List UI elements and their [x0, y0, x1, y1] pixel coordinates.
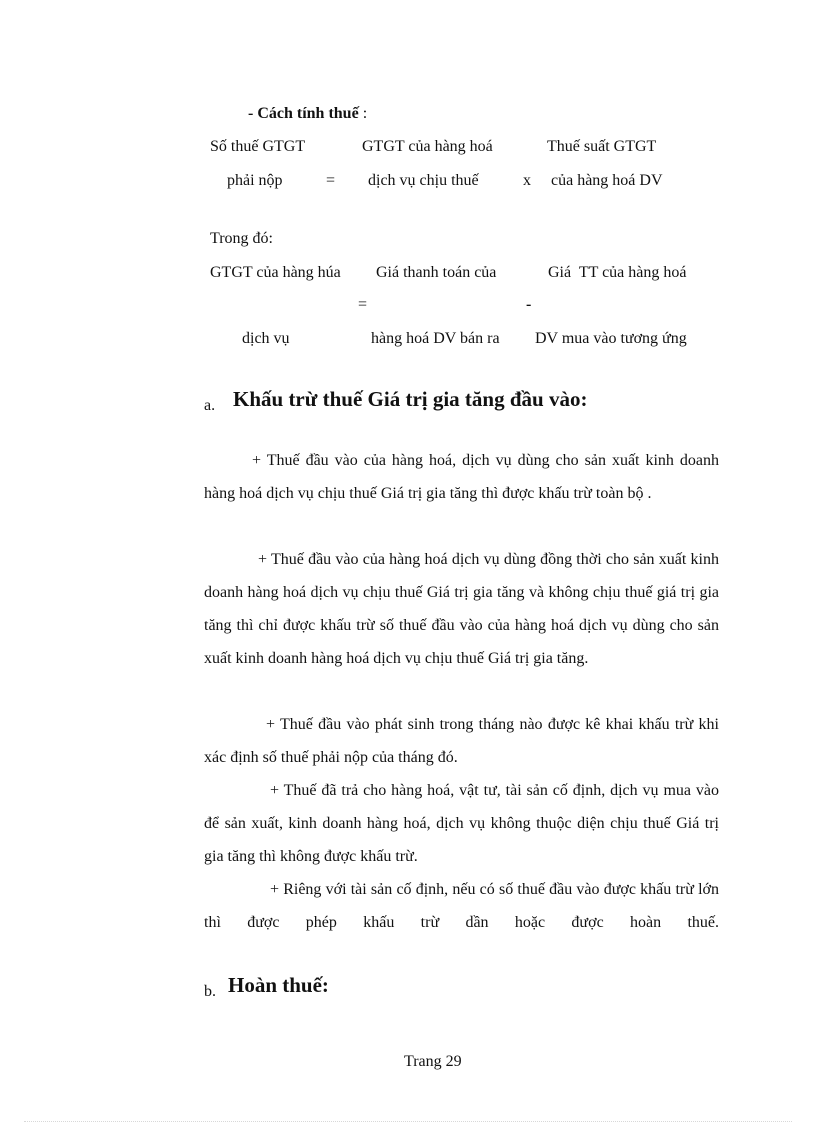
- section-a-letter: a.: [204, 397, 216, 414]
- section-a-paragraph-3: + Thuế đầu vào phát sinh trong tháng nào được kê khai khấu trừ khi xác định số thuế phải nộp của tháng đó.: [204, 716, 719, 766]
- formula1-right-line1: Thuế suất GTGT: [547, 138, 657, 155]
- formula1-mid-line1: GTGT của hàng hoá: [362, 138, 493, 155]
- section-a-paragraph-4: + Thuế đã trả cho hàng hoá, vật tư, tài sản cố định, dịch vụ mua vào để sản xuất, kinh doanh hàng hoá, dịch vụ không thuộc diện chịu thuế Giá trị gia tăng thì không được khấu trừ.: [204, 782, 719, 865]
- formula2-mid-line1: Giá thanh toán của: [376, 264, 497, 281]
- formula2-left-line1: GTGT của hàng húa: [210, 264, 341, 281]
- page-bottom-divider: [24, 1121, 792, 1122]
- formula1-right-line2: của hàng hoá DV: [551, 172, 663, 189]
- formula1-left-line2: phải nộp: [227, 172, 283, 189]
- formula2-right-line1: Giá TT của hàng hoá: [548, 264, 687, 281]
- formula2-minus: -: [526, 296, 532, 313]
- page-number: Trang 29: [404, 1053, 462, 1070]
- section-a-paragraph-5: + Riêng với tài sản cố định, nếu có số thuế đầu vào được khấu trừ lớn thì được phép khấu trừ dần hoặc được hoàn thuế.: [204, 881, 719, 931]
- method-title: - Cách tính thuế: [248, 105, 359, 122]
- formula2-mid-line2: hàng hoá DV bán ra: [371, 330, 500, 347]
- formula2-equals: =: [358, 296, 368, 313]
- formula1-left-line1: Số thuế GTGT: [210, 138, 306, 155]
- formula2-left-line2: dịch vụ: [242, 330, 290, 347]
- section-a-title: Khấu trừ thuế Giá trị gia tăng đầu vào:: [233, 387, 588, 411]
- where-label: Trong đó:: [210, 230, 273, 247]
- formula1-mid-line2: dịch vụ chịu thuế: [368, 172, 479, 189]
- section-a-paragraph-1: + Thuế đầu vào của hàng hoá, dịch vụ dùng cho sản xuất kinh doanh hàng hoá dịch vụ chịu thuế Giá trị gia tăng thì được khấu trừ toàn bộ .: [204, 452, 719, 502]
- section-b-title: Hoàn thuế:: [228, 973, 329, 997]
- section-b-letter: b.: [204, 983, 216, 1000]
- section-a-paragraph-2: + Thuế đầu vào của hàng hoá dịch vụ dùng đồng thời cho sản xuất kinh doanh hàng hoá dịch vụ chịu thuế Giá trị gia tăng và không chịu thuế giá trị gia tăng thì chỉ được khấu trừ số thuế đầu vào của hàng hoá dịch vụ dùng cho sản xuất kinh doanh hàng hoá dịch vụ chịu thuế Giá trị gia tăng.: [204, 551, 719, 667]
- formula1-times: x: [523, 172, 531, 189]
- formula2-right-line2: DV mua vào tương ứng: [535, 330, 687, 347]
- method-title-row: [248, 104, 367, 124]
- method-title-colon: :: [362, 105, 368, 122]
- formula1-equals: =: [326, 172, 336, 189]
